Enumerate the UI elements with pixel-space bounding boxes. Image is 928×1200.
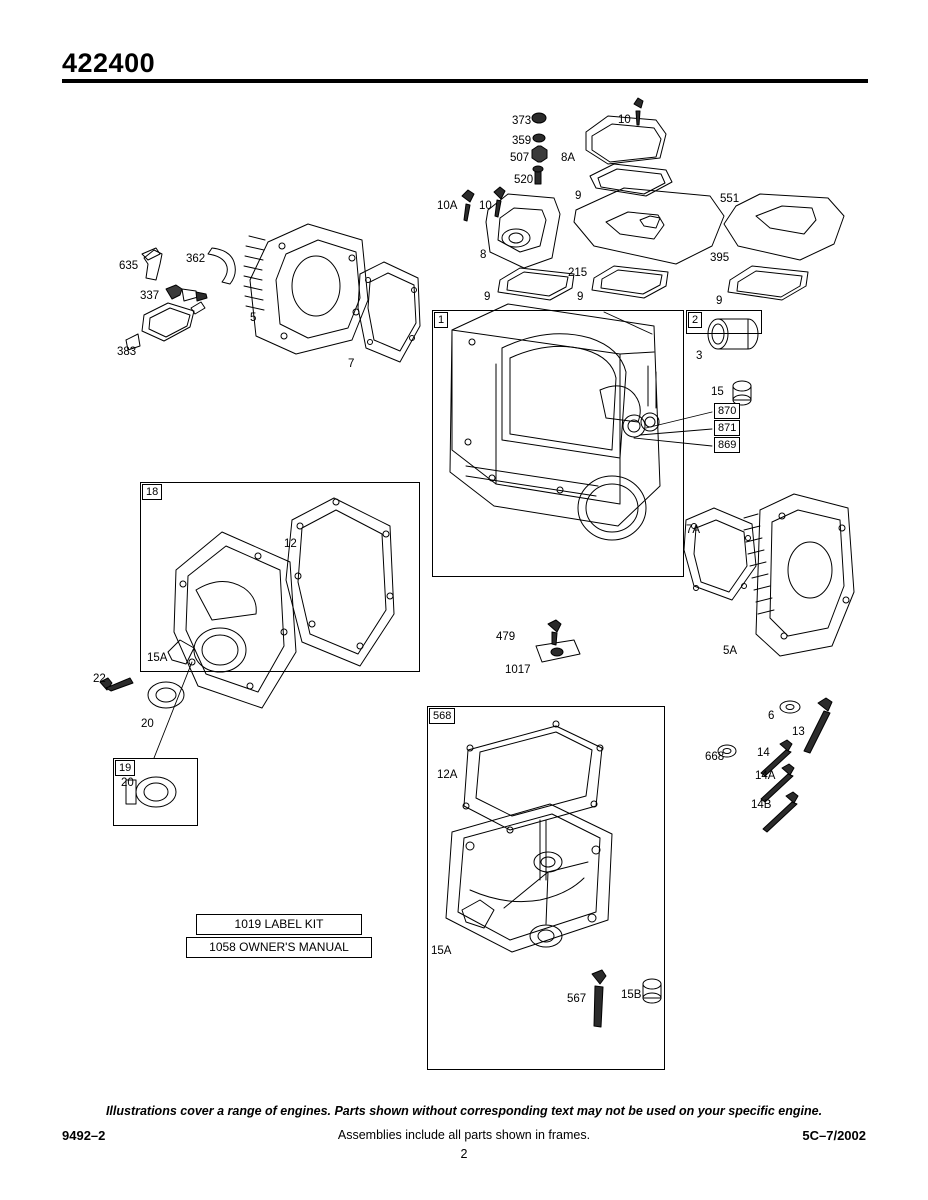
assembly-frame-18: [140, 482, 420, 672]
callout-635: 635: [119, 260, 139, 272]
callout-373: 373: [512, 115, 532, 127]
callout-567: 567: [567, 993, 587, 1005]
callout-12A: 12A: [437, 769, 458, 781]
callout-12: 12: [284, 538, 297, 550]
callout-668: 668: [705, 751, 725, 763]
callout-20-framed: 20: [121, 777, 134, 789]
exploded-parts-illustration: [0, 90, 928, 1090]
callout-15A-sump: 15A: [431, 945, 452, 957]
footer-right-code: 5C–7/2002: [802, 1128, 866, 1143]
callout-479: 479: [496, 631, 516, 643]
head-gasket-7A: [684, 508, 756, 600]
callout-507: 507: [510, 152, 530, 164]
callout-5A: 5A: [723, 645, 738, 657]
rocker-cover: [586, 98, 666, 164]
callout-337: 337: [140, 290, 160, 302]
callout-7: 7: [348, 358, 355, 370]
callout-362: 362: [186, 253, 206, 265]
callout-383: 383: [117, 346, 137, 358]
callout-14: 14: [757, 747, 770, 759]
footer-left-code: 9492–2: [62, 1128, 106, 1143]
callout-10A: 10A: [437, 200, 458, 212]
gasket-9-center: [592, 266, 668, 298]
callout-3: 3: [696, 350, 703, 362]
callout-9-center: 9: [577, 291, 584, 303]
valve-cover-fastener-stack: [532, 113, 547, 184]
footer-page-number: 2: [460, 1147, 468, 1161]
bushing-15: [733, 381, 751, 405]
callout-13: 13: [792, 726, 805, 738]
callout-9-right: 9: [716, 295, 723, 307]
frame-label-2: 2: [688, 312, 702, 328]
elbow-635: [142, 248, 162, 280]
frame-label-18: 18: [142, 484, 162, 500]
callout-5: 5: [250, 312, 257, 324]
muffler-383: [126, 302, 205, 350]
cylinder-head-5A: [744, 494, 854, 656]
assembly-frame-568: [427, 706, 665, 1070]
callout-395: 395: [710, 252, 730, 264]
callout-1017: 1017: [505, 664, 531, 676]
tube-362: [208, 248, 235, 284]
callout-10-top: 10: [618, 114, 631, 126]
gasket-9-left: [498, 268, 574, 300]
callout-215: 215: [568, 267, 588, 279]
callout-15B: 15B: [621, 989, 642, 1001]
callout-7A: 7A: [686, 524, 701, 536]
frame-label-1: 1: [434, 312, 448, 328]
head-gasket-7: [358, 262, 420, 362]
callout-520: 520: [514, 174, 534, 186]
washer-6: [780, 701, 800, 713]
cylinder-head-5: [244, 224, 368, 354]
plate-1017: [536, 640, 580, 662]
callout-870: 870: [714, 403, 740, 419]
callout-551: 551: [720, 193, 740, 205]
footer-assembly-note: Assemblies include all parts shown in frames.: [337, 1128, 591, 1142]
callout-14A: 14A: [755, 770, 776, 782]
callout-15A-left: 15A: [147, 652, 168, 664]
heat-shield-215: [574, 188, 724, 264]
callout-22: 22: [93, 673, 106, 685]
spark-plug-337: [166, 285, 207, 301]
callout-869: 869: [714, 437, 740, 453]
callout-8A: 8A: [561, 152, 576, 164]
gasket-9-right: [728, 266, 808, 300]
callout-10: 10: [479, 200, 492, 212]
page-title: 422400: [62, 48, 156, 78]
heat-shield-551: [724, 194, 844, 260]
callout-15: 15: [711, 386, 724, 398]
screw-479: [548, 620, 561, 645]
owners-manual-bar: 1058 OWNER'S MANUAL: [186, 937, 372, 958]
callout-9-left: 9: [484, 291, 491, 303]
label-kit-bar: 1019 LABEL KIT: [196, 914, 362, 935]
frame-label-19: 19: [115, 760, 135, 776]
callout-9-upper: 9: [575, 190, 582, 202]
callout-6: 6: [768, 710, 775, 722]
callout-20-cover: 20: [141, 718, 154, 730]
bolt-13: [804, 698, 832, 753]
callout-871: 871: [714, 420, 740, 436]
header-divider: [62, 79, 868, 83]
assembly-frame-1: [432, 310, 684, 577]
callout-14B: 14B: [751, 799, 772, 811]
callout-359: 359: [512, 135, 532, 147]
callout-8: 8: [480, 249, 487, 261]
breather-assembly-8: [462, 187, 560, 268]
frame-label-568: 568: [429, 708, 455, 724]
footer-illustration-note: Illustrations cover a range of engines. Parts shown without corresponding text may not be used on your specific engine.: [105, 1104, 823, 1118]
